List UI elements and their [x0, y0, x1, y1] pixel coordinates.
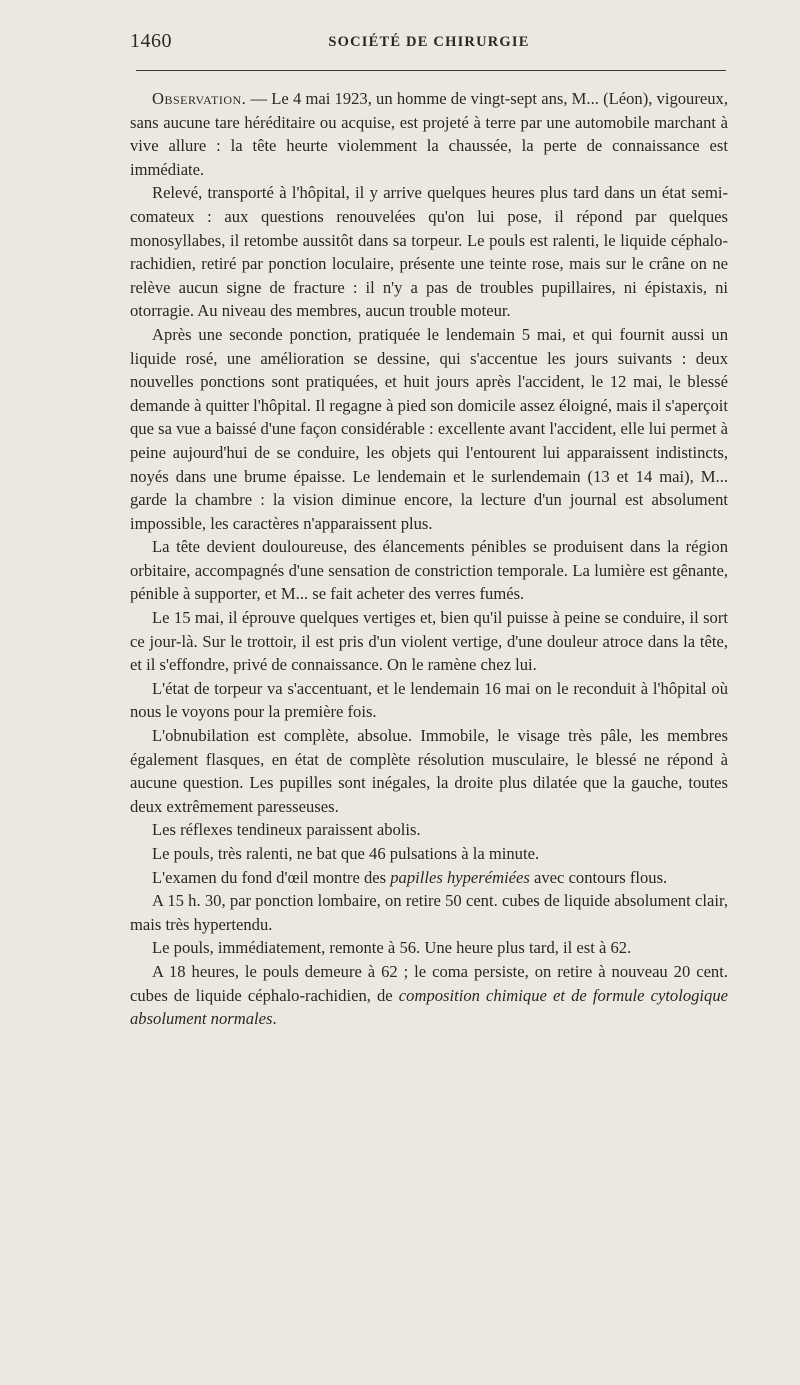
paragraph-text: avec contours flous.	[529, 867, 668, 887]
paragraph: Le pouls, immédiatement, remonte à 56. Une heure plus tard, il est à 62.	[152, 938, 632, 958]
paragraph	[130, 960, 728, 1031]
paragraph: Le 15 mai, il éprouve quelques vertiges et, bien qu'il puisse à peine se conduire, il sort ce jour-là. Sur le trottoir, il est pris d'un violent vertige, d'une douleur atroce dans la tête, et il s'effondre, privé de connaissance. On le ramène chez lui.	[130, 608, 728, 675]
page-header	[130, 0, 728, 56]
paragraph	[130, 866, 728, 890]
italic-term: composition chimique et de formule cytologique absolument normales	[130, 985, 729, 1029]
paragraph: Relevé, transporté à l'hôpital, il y arrive quelques heures plus tard dans un état semi-comateux : aux questions renouvelées qu'on lui pose, il répond par quelques monosyllabes, il retombe aussitôt dans sa torpeur. Le pouls est ralenti, le liquide céphalo-rachidien, retiré par ponction loculaire, présente une teinte rose, mais sur le crâne on ne relève aucun signe de fracture : il n'y a pas de troubles pupillaires, ni épistaxis, ni otorragie. Au niveau des membres, aucun trouble moteur.	[130, 183, 728, 321]
running-head: SOCIÉTÉ DE CHIRURGIE	[328, 34, 530, 50]
paragraph-text: A 18 heures, le pouls demeure à 62 ; le coma persiste, on retire à nouveau 20 cent. cubes de liquide céphalo-rachidien, de	[130, 961, 728, 1005]
italic-term: papilles hyperémiées	[390, 867, 530, 887]
paragraph: La tête devient douloureuse, des élancements pénibles se produisent dans la région orbitaire, accompagnés d'une sensation de constriction temporale. La lumière est gênante, pénible à supporter, et M... se fait acheter des verres fumés.	[130, 537, 728, 604]
body-text	[130, 87, 728, 1031]
paragraph	[130, 87, 728, 181]
paragraph: Le pouls, très ralenti, ne bat que 46 pulsations à la minute.	[152, 844, 540, 863]
paragraph-text: .	[272, 1009, 277, 1029]
paragraph: A 15 h. 30, par ponction lombaire, on retire 50 cent. cubes de liquide absolument clair, mais très hypertendu.	[130, 891, 728, 934]
paragraph-text: L'examen du fond d'œil montre des	[152, 867, 391, 887]
observation-lead: Observation.	[152, 89, 247, 108]
header-rule	[136, 70, 726, 71]
paragraph: Après une seconde ponction, pratiquée le lendemain 5 mai, et qui fournit aussi un liquide rosé, une amélioration se dessine, qui s'accentue les jours suivants : deux nouvelles ponctions sont pratiquées, et huit jours après l'accident, le 12 mai, le blessé demande à quitter l'hôpital. Il regagne à pied son domicile assez éloigné, mais il s'aperçoit que sa vue a baissé d'une façon considérable : excellente avant l'accident, elle lui permet à peine aujourd'hui de se conduire, les objets qui l'entourent lui apparaissent indistincts, noyés dans une brume épaisse. Le lendemain et le surlendemain (13 et 14 mai), M... garde la chambre : la vision diminue encore, la lecture d'un journal est absolument impossible, les caractères n'apparaissent plus.	[130, 324, 728, 533]
page-number: 1460	[130, 30, 172, 52]
paragraph: L'obnubilation est complète, absolue. Immobile, le visage très pâle, les membres également flasques, en état de complète résolution musculaire, le blessé ne répond à aucune question. Les pupilles sont inégales, la droite plus dilatée que la gauche, toutes deux extrêmement paresseuses.	[130, 726, 728, 816]
paragraph: L'état de torpeur va s'accentuant, et le lendemain 16 mai on le reconduit à l'hôpital où nous le voyons pour la première fois.	[130, 678, 728, 722]
paragraph-text: — Le 4 mai 1923, un homme de vingt-sept ans, M... (Léon), vigoureux, sans aucune tare héréditaire ou acquise, est projeté à terre par une automobile marchant à vive allure : la tête heurte violemment la chaussée, la perte de connaissance est immédiate.	[130, 89, 728, 179]
paragraph: Les réflexes tendineux paraissent abolis.	[152, 820, 421, 840]
